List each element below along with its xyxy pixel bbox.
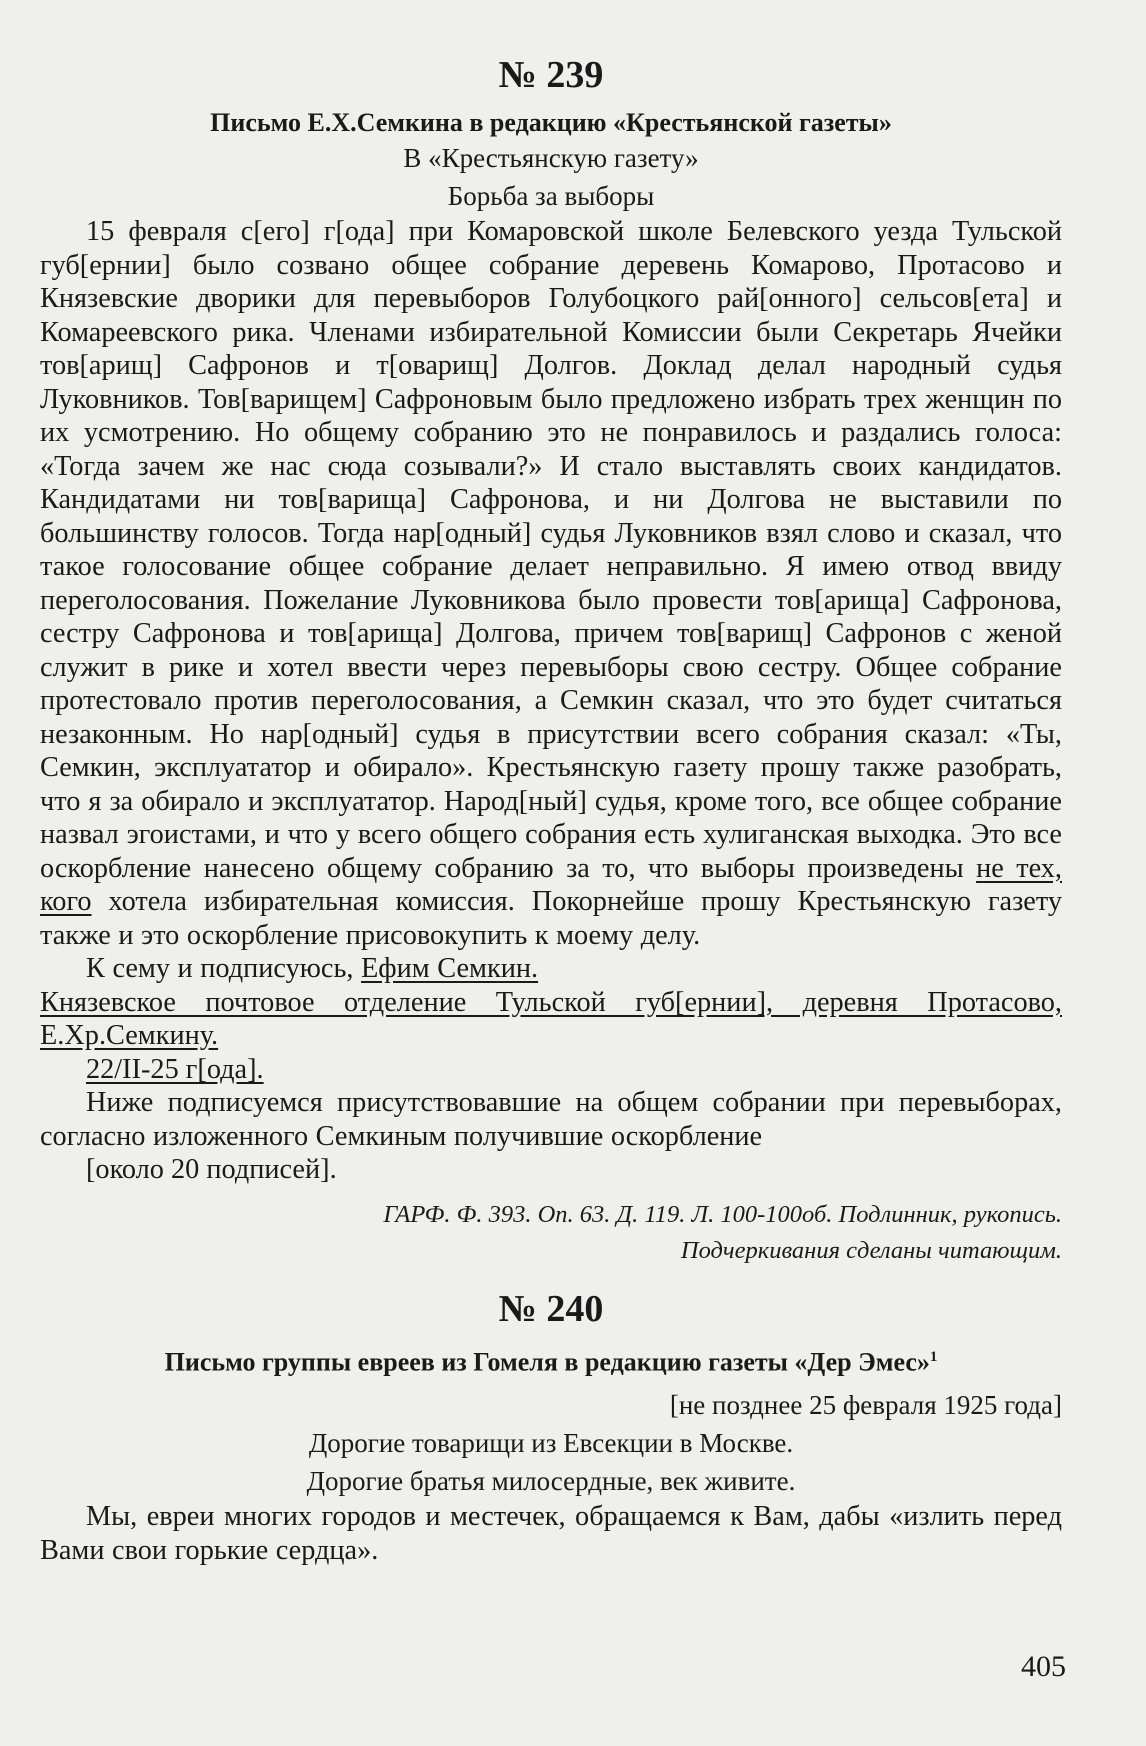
document-title-2: Письмо группы евреев из Гомеля в редакцию газеты «Дер Эмес»$^1$ (164, 1347, 938, 1377)
page-content (40, 55, 1062, 1567)
signatures-count: [около 20 подписей]. (86, 1154, 337, 1185)
greeting-1: Дорогие товарищи из Евсекции в Москве. (308, 1428, 794, 1459)
document-title: Письмо Е.Х.Семкина в редакцию «Крестьянской газеты» (210, 108, 892, 137)
archive-source: ГАРФ. Ф. 393. Оп. 63. Д. 119. Л. 100-100об. Подлинник, рукопись. (383, 1200, 1062, 1228)
page-number: 405 (1021, 1650, 1066, 1683)
footnote-mark: 1 (929, 1348, 938, 1365)
letter-body: 15 февраля с[его] г[ода] при Комаровской школе Белевского уезда Тульской губ[ернии] было созвано общее собрание деревень Комарово, Протасово и Князевские дворики для перевыборов Голубоцкого рай[онного] сельсов[ета] и Комареевского рика. Членами избирательной Комиссии были Секретарь Ячейки тов[арищ] Сафронов и т[оварищ] Долгов. Доклад делал народный судья Луковников. Тов[варищем] Сафроновым было предложено избрать трех женщин по их усмотрению. Но общему собранию это не понравилось и раздались голоса: «Тогда зачем же нас сюда созывали?» И стало выставлять своих кандидатов. Кандидатами ни тов[варища] Сафронова, и ни Долгова не выставили по большинству голосов. Тогда нар[одный] судья Луковников взял слово и сказал, что такое голосование общее собрание делает неправильно. Я имею отвод ввиду переголосования. Пожелание Луковникова было провести тов[арища] Сафронова, сестру Сафронова и тов[арища] Долгова, причем тов[варищ] Сафронов с женой служит в рике и хотел ввести через перевыборы свою сестру. Общее собрание протестовало против переголосования, а Семкин сказал, что это будет считаться незаконным. Но нар[одный] судья в присутствии всего собрания сказал: «Ты, Семкин, эксплуататор и обирало». Крестьянскую газету прошу также разобрать, что я за обирало и эксплуататор. Народ[ный] судья, кроме того, все общее собрание назвал эгоистами, и что у всего общего собрания есть хулиганская выходка. Это все оскорбление нанесено общему собранию за то, что выборы произведены не тех, кого хотела избирательная комиссия. Покорнейше прошу Крестьянскую газету также и это оскорбление присовокупить к моему делу. (40, 216, 1063, 951)
underline-note: Подчеркивания сделаны читающим. (680, 1236, 1062, 1264)
letter-address: В «Крестьянскую газету» (403, 143, 699, 173)
signature-line: К сему и подписуюсь, Ефим Семкин. (86, 953, 539, 984)
letter-subtitle: Борьба за выборы (447, 181, 655, 211)
signature-name: Ефим Семкин. (361, 953, 539, 984)
signatories-note: Ниже подписуемся присутствовавшие на общем собрании при перевыборах, согласно изложенного Семкиным получившие оскорбление (40, 1087, 1062, 1152)
return-address: Князевское почтовое отделение Тульской губ[ернии], деревня Протасово, Е.Хр.Семкину. (40, 986, 1062, 1051)
letter-date: 22/II-25 г[ода]. (86, 1053, 264, 1085)
greeting-2: Дорогие братья милосердные, век живите. (306, 1466, 796, 1497)
document-date-2: [не позднее 25 февраля 1925 года] (669, 1390, 1062, 1421)
letter-body-2: Мы, евреи многих городов и местечек, обращаемся к Вам, дабы «излить перед Вами свои горькие сердца». (40, 1501, 1062, 1566)
document-number-2: № 240 (498, 1287, 604, 1330)
underlined-phrase: не тех, кого (40, 852, 1063, 917)
document-number: № 239 (498, 54, 604, 96)
